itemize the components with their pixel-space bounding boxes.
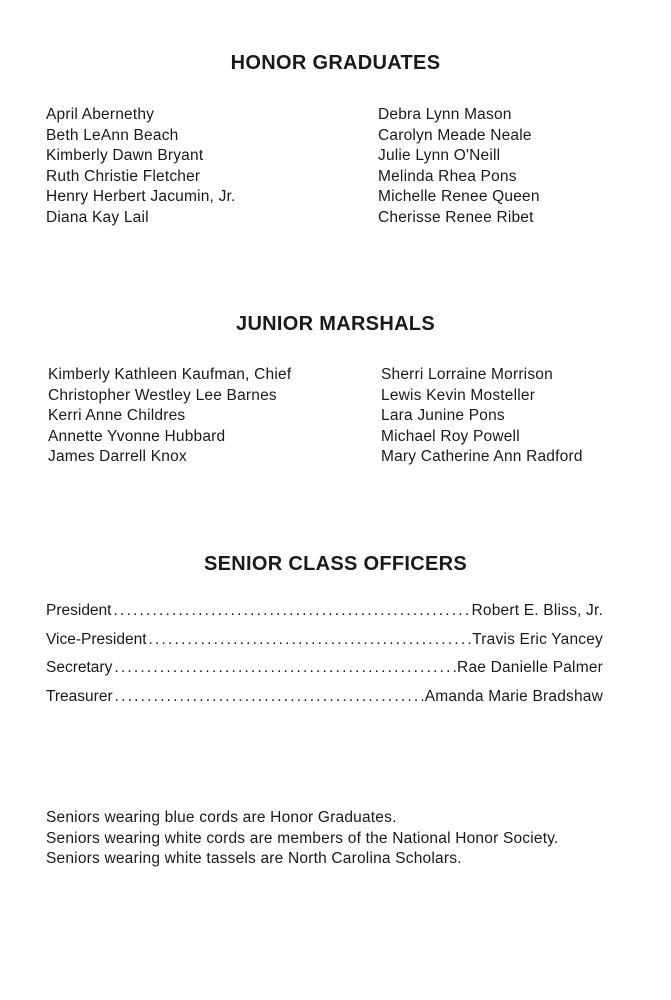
officer-row-vice-president [46, 631, 603, 660]
list-item: Lara Junine Pons [381, 407, 505, 424]
honor-graduates-left-list [46, 105, 236, 228]
list-item: Michael Roy Powell [381, 427, 520, 445]
list-item: Kimberly Dawn Bryant [46, 147, 204, 164]
list-item: Kerri Anne Childres [48, 407, 186, 424]
honor-graduates-heading: HONOR GRADUATES [230, 52, 441, 74]
cord-notes [46, 808, 559, 870]
officer-name: Amanda Marie Bradshaw [424, 688, 603, 706]
officer-name: Rae Danielle Palmer [457, 659, 603, 677]
list-item: Henry Herbert Jacumin, Jr. [46, 188, 236, 205]
list-item: Christopher Westley Lee Barnes [48, 386, 277, 404]
list-item: Beth LeAnn Beach [46, 126, 179, 144]
list-item: Kimberly Kathleen Kaufman, Chief [48, 366, 292, 383]
dot-leader [111, 602, 471, 620]
list-item: Michelle Renee Queen [378, 188, 540, 205]
honor-graduates-right-list [378, 105, 540, 228]
list-item: Cherisse Renee Ribet [378, 208, 534, 226]
officer-row-treasurer [46, 688, 603, 717]
list-item: April Abernethy [46, 106, 155, 123]
dot-leader [112, 659, 457, 677]
list-item: Carolyn Meade Neale [378, 126, 532, 144]
list-item: James Darrell Knox [48, 448, 187, 465]
junior-marshals-right-list [381, 365, 583, 468]
officer-name: Robert E. Bliss, Jr. [471, 602, 603, 619]
list-item: Julie Lynn O'Neill [378, 147, 501, 164]
officers-list [46, 602, 603, 717]
list-item: Sherri Lorraine Morrison [381, 366, 553, 383]
list-item: Melinda Rhea Pons [378, 167, 517, 185]
note-line: Seniors wearing white tassels are North Carolina Scholars. [46, 850, 462, 867]
list-item: Ruth Christie Fletcher [46, 167, 201, 185]
dot-leader [113, 688, 425, 706]
list-item: Annette Yvonne Hubbard [48, 427, 226, 445]
officer-title: Secretary [46, 659, 113, 677]
dot-leader [147, 631, 473, 649]
note-line: Seniors wearing blue cords are Honor Graduates. [46, 809, 397, 826]
list-item: Diana Kay Lail [46, 208, 149, 226]
list-item: Debra Lynn Mason [378, 106, 512, 123]
list-item: Mary Catherine Ann Radford [381, 448, 583, 465]
officer-row-secretary [46, 659, 603, 688]
officer-name: Travis Eric Yancey [472, 630, 603, 648]
junior-marshals-heading: JUNIOR MARSHALS [236, 313, 435, 335]
officer-title: Treasurer [46, 688, 113, 706]
senior-class-officers-heading: SENIOR CLASS OFFICERS [204, 553, 467, 575]
officer-title: President [46, 602, 112, 619]
officer-row-president [46, 602, 603, 631]
note-line: Seniors wearing white cords are members of the National Honor Society. [46, 829, 559, 847]
officer-title: Vice-President [46, 630, 147, 648]
list-item: Lewis Kevin Mosteller [381, 386, 536, 404]
junior-marshals-left-list [48, 365, 291, 468]
